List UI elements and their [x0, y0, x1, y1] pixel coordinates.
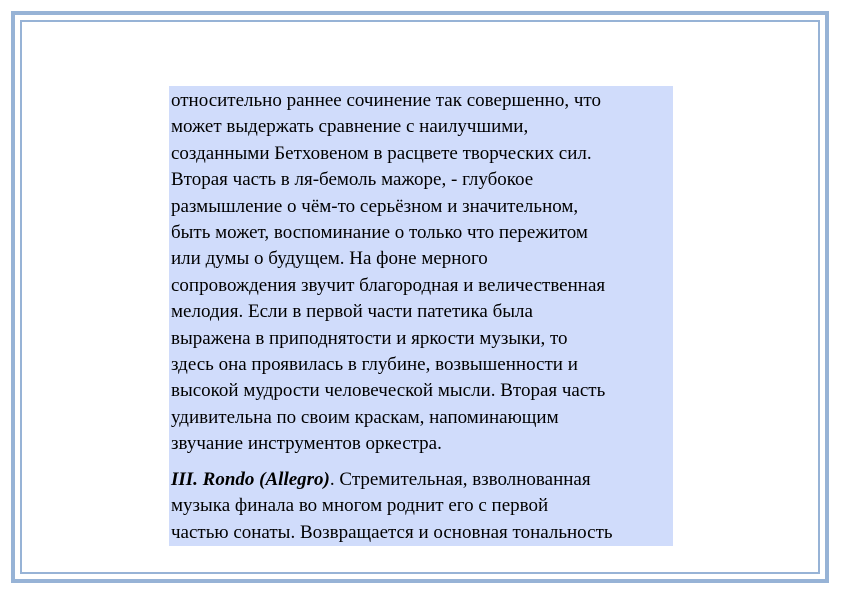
text-line: размышление о чём-то серьёзном и значительном, — [171, 195, 579, 217]
text-fragment: . Стремительная, взволнованная — [329, 468, 591, 490]
text-line: удивительна по своим краскам, напоминающим — [171, 406, 559, 428]
text-line: созданными Бетховеном в расцвете творческих сил. — [171, 142, 592, 164]
text-line: здесь она проявилась в глубине, возвышенности и — [171, 354, 578, 376]
text-line: выражена в приподнятости и яркости музыки, то — [171, 327, 568, 349]
paragraph-finale — [171, 467, 673, 546]
text-line: сопровождения звучит благородная и величественная — [171, 274, 606, 296]
text-line: может выдержать сравнение с наилучшими, — [171, 116, 529, 138]
text-line: или думы о будущем. На фоне мерного — [171, 248, 488, 270]
text-line: звучание инструментов оркестра. — [171, 433, 442, 455]
text-line: относительно раннее сочинение так совершенно, что — [171, 90, 601, 111]
text-line: музыка финала во многом роднит его с первой — [171, 495, 549, 517]
slide-text-block — [169, 86, 673, 546]
text-line: Вторая часть в ля-бемоль мажоре, - глубокое — [171, 169, 534, 191]
text-line: быть может, воспоминание о только что пережитом — [171, 222, 588, 244]
movement-heading: III. Rondo (Allegro) — [171, 468, 330, 490]
text-line-first — [171, 467, 673, 493]
text-line: высокой мудрости человеческой мысли. Вторая часть — [171, 380, 606, 402]
text-line: частью сонаты. Возвращается и основная тональность — [171, 521, 613, 543]
text-line: мелодия. Если в первой части патетика была — [171, 301, 533, 323]
paragraph-second-movement — [171, 88, 673, 458]
